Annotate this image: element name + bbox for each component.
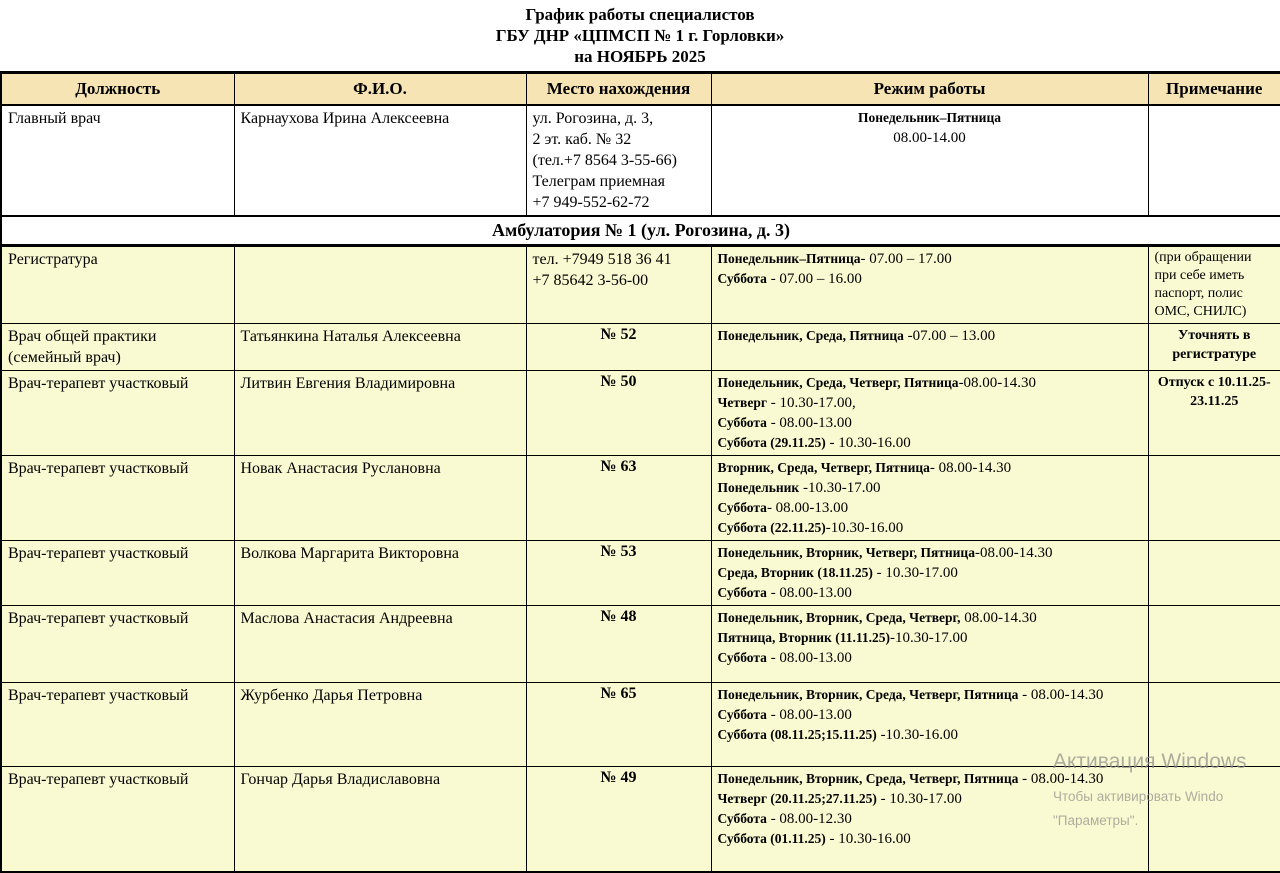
schedule-line: Суббота (22.11.25)-10.30-16.00 <box>717 520 904 536</box>
note-cell <box>1148 683 1280 767</box>
watermark-line-3: "Параметры". <box>1053 813 1139 828</box>
location-line: 2 эт. каб. № 32 <box>532 131 632 148</box>
note-cell: Уточнять в регистратуре <box>1148 324 1280 371</box>
position-cell: Врач общей практики (семейный врач) <box>1 324 234 371</box>
schedule-line: Понедельник, Вторник, Среда, Четверг, 08.00-14.30 <box>717 610 1037 626</box>
header-fio: Ф.И.О. <box>234 73 526 106</box>
position-cell: Врач-терапевт участковый <box>1 767 234 872</box>
schedule-line: Суббота (29.11.25) - 10.30-16.00 <box>717 435 911 451</box>
location-cell: № 52 <box>526 324 711 371</box>
position-cell: Регистратура <box>1 246 234 324</box>
schedule-cell <box>711 456 1148 541</box>
location-line: (тел.+7 8564 3-55-66) <box>532 152 677 169</box>
section-title: Амбулатория № 1 (ул. Рогозина, д. 3) <box>1 216 1280 246</box>
schedule-line: Понедельник, Вторник, Четверг, Пятница-08.00-14.30 <box>717 545 1053 561</box>
schedule-line: 08.00-14.00 <box>893 130 966 146</box>
schedule-line: Суббота (01.11.25) - 10.30-16.00 <box>717 831 911 847</box>
schedule-line: Суббота (08.11.25;15.11.25) -10.30-16.00 <box>717 727 959 743</box>
position-cell: Главный врач <box>1 105 234 216</box>
schedule-cell <box>711 105 1148 216</box>
fio-cell: Журбенко Дарья Петровна <box>234 683 526 767</box>
schedule-line: Четверг - 10.30-17.00, <box>717 395 856 411</box>
watermark-line-2: Чтобы активировать Windo <box>1053 789 1224 804</box>
schedule-cell <box>711 541 1148 606</box>
note-cell <box>1148 606 1280 683</box>
header-row <box>1 73 1280 106</box>
schedule-line: Суббота - 08.00-12.30 <box>717 811 852 827</box>
schedule-cell <box>711 324 1148 371</box>
fio-cell <box>234 246 526 324</box>
location-cell: № 50 <box>526 371 711 456</box>
note-cell <box>1148 541 1280 606</box>
schedule-line: Понедельник, Среда, Пятница -07.00 – 13.00 <box>717 328 996 344</box>
position-cell: Врач-терапевт участковый <box>1 371 234 456</box>
schedule-line: Понедельник, Вторник, Среда, Четверг, Пятница - 08.00-14.30 <box>717 687 1104 703</box>
schedule-line: Понедельник, Вторник, Среда, Четверг, Пятница - 08.00-14.30 <box>717 771 1104 787</box>
table-row <box>1 105 1280 216</box>
location-cell <box>526 246 711 324</box>
header-note: Примечание <box>1148 73 1280 106</box>
document-title <box>0 0 1280 67</box>
schedule-line: Вторник, Среда, Четверг, Пятница- 08.00-14.30 <box>717 460 1012 476</box>
note-cell: (при обращении при себе иметь паспорт, полис ОМС, СНИЛС) <box>1148 246 1280 324</box>
fio-cell: Маслова Анастасия Андреевна <box>234 606 526 683</box>
location-cell: № 49 <box>526 767 711 872</box>
watermark-line-1: Активация Windows <box>1053 750 1247 773</box>
schedule-line: Пятница, Вторник (11.11.25)-10.30-17.00 <box>717 630 968 646</box>
location-line: Телеграм приемная <box>532 173 666 190</box>
schedule-line: Понедельник–Пятница <box>858 110 1001 125</box>
fio-cell: Волкова Маргарита Викторовна <box>234 541 526 606</box>
table-row <box>1 371 1280 456</box>
title-line-2: ГБУ ДНР «ЦПМСП № 1 г. Горловки» <box>495 26 785 45</box>
table-row <box>1 606 1280 683</box>
title-line-3: на НОЯБРЬ 2025 <box>574 47 706 66</box>
table-row <box>1 246 1280 324</box>
schedule-table <box>0 71 1280 873</box>
note-cell <box>1148 767 1280 872</box>
table-row <box>1 456 1280 541</box>
schedule-line: Суббота- 08.00-13.00 <box>717 500 849 516</box>
fio-cell: Гончар Дарья Владиславовна <box>234 767 526 872</box>
header-location: Место нахождения <box>526 73 711 106</box>
position-cell: Врач-терапевт участковый <box>1 541 234 606</box>
table-row <box>1 683 1280 767</box>
fio-cell: Татьянкина Наталья Алексеевна <box>234 324 526 371</box>
note-cell <box>1148 456 1280 541</box>
schedule-cell <box>711 606 1148 683</box>
position-cell: Врач-терапевт участковый <box>1 683 234 767</box>
schedule-line: Суббота - 07.00 – 16.00 <box>717 271 862 287</box>
schedule-line: Понедельник–Пятница- 07.00 – 17.00 <box>717 251 952 267</box>
location-cell <box>526 105 711 216</box>
location-cell: № 53 <box>526 541 711 606</box>
schedule-cell <box>711 371 1148 456</box>
schedule-line: Суббота - 08.00-13.00 <box>717 415 852 431</box>
schedule-cell <box>711 683 1148 767</box>
schedule-line: Среда, Вторник (18.11.25) - 10.30-17.00 <box>717 565 958 581</box>
location-cell: № 63 <box>526 456 711 541</box>
position-cell: Врач-терапевт участковый <box>1 606 234 683</box>
position-cell: Врач-терапевт участковый <box>1 456 234 541</box>
schedule-line: Понедельник, Среда, Четверг, Пятница-08.00-14.30 <box>717 375 1037 391</box>
schedule-line: Суббота - 08.00-13.00 <box>717 650 852 666</box>
schedule-line: Четверг (20.11.25;27.11.25) - 10.30-17.00 <box>717 791 962 807</box>
table-row <box>1 324 1280 371</box>
location-line: тел. +7949 518 36 41 <box>532 251 672 268</box>
location-cell: № 48 <box>526 606 711 683</box>
schedule-line: Суббота - 08.00-13.00 <box>717 585 852 601</box>
schedule-cell <box>711 767 1148 872</box>
table-row <box>1 767 1280 872</box>
title-line-1: График работы специалистов <box>525 5 755 24</box>
table-row <box>1 541 1280 606</box>
location-cell: № 65 <box>526 683 711 767</box>
location-line: +7 949-552-62-72 <box>532 194 650 211</box>
note-cell: Отпуск с 10.11.25-23.11.25 <box>1148 371 1280 456</box>
note-cell <box>1148 105 1280 216</box>
header-schedule: Режим работы <box>711 73 1148 106</box>
location-line: ул. Рогозина, д. 3, <box>532 110 654 127</box>
fio-cell: Литвин Евгения Владимировна <box>234 371 526 456</box>
schedule-line: Понедельник -10.30-17.00 <box>717 480 881 496</box>
schedule-cell <box>711 246 1148 324</box>
fio-cell: Карнаухова Ирина Алексеевна <box>234 105 526 216</box>
section-row <box>1 216 1280 246</box>
fio-cell: Новак Анастасия Руслановна <box>234 456 526 541</box>
header-position: Должность <box>1 73 234 106</box>
location-line: +7 85642 3-56-00 <box>532 272 649 289</box>
schedule-line: Суббота - 08.00-13.00 <box>717 707 852 723</box>
